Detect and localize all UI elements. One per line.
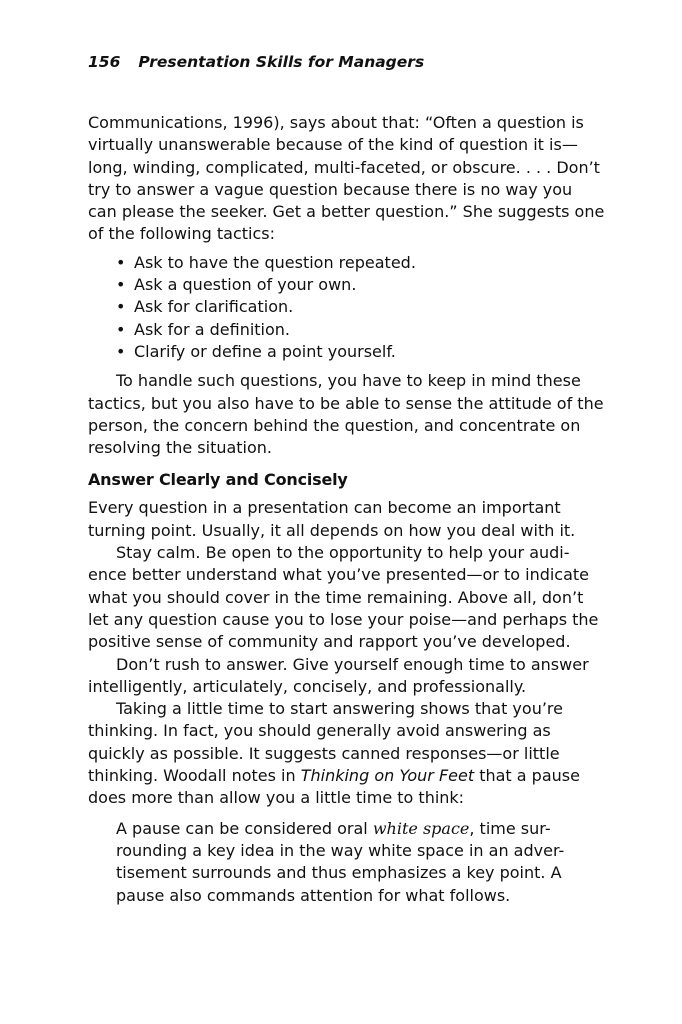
text-fragment: , time sur- (469, 818, 551, 838)
list-item (116, 296, 598, 318)
paragraph-dont-rush (88, 654, 598, 699)
text-line: tactics, but you also have to be able to sense the attitude of the (88, 393, 604, 413)
bullet-icon: • (116, 341, 126, 361)
text-line: what you should cover in the time remaining. Above all, don’t (88, 587, 584, 607)
list-item-text: Ask a question of your own. (134, 275, 357, 295)
section-heading: Answer Clearly and Concisely (88, 470, 348, 490)
list-item (116, 252, 598, 274)
book-title: Presentation Skills for Managers (138, 53, 425, 71)
list-item (116, 274, 598, 296)
book-title-reference: Thinking on Your Feet (300, 766, 475, 786)
block-quote (116, 818, 598, 907)
text-line: tisement surrounds and thus emphasizes a key point. A (116, 863, 562, 883)
text-fragment: thinking. Woodall notes in (88, 766, 301, 786)
text-line: turning point. Usually, it all depends on how you deal with it. (88, 520, 576, 540)
text-fragment: A pause can be considered oral (116, 818, 373, 838)
list-item-text: Clarify or define a point yourself. (134, 341, 396, 361)
text-line: let any question cause you to lose your poise—and perhaps the (88, 609, 599, 629)
text-line: person, the concern behind the question, and concentrate on (88, 415, 581, 435)
text-line: can please the seeker. Get a better question.” She suggests one (88, 202, 605, 222)
paragraph-handle-questions (88, 370, 604, 459)
page-number: 156 (88, 53, 121, 71)
bullet-icon: • (116, 297, 126, 317)
running-head (88, 53, 424, 71)
text-line: intelligently, articulately, concisely, and professionally. (88, 676, 527, 696)
text-line: positive sense of community and rapport you’ve developed. (88, 632, 571, 652)
list-item (116, 319, 598, 341)
text-line: try to answer a vague question because there is no way you (88, 179, 573, 199)
list-item-text: Ask for a definition. (134, 319, 291, 339)
text-line: Don’t rush to answer. Give yourself enough time to answer (116, 654, 589, 674)
emphasized-term: white space (372, 818, 470, 838)
bullet-icon: • (116, 252, 126, 272)
text-line: resolving the situation. (88, 438, 273, 458)
list-item-text: Ask to have the question repeated. (134, 252, 416, 272)
text-line: quickly as possible. It suggests canned responses—or little (88, 743, 560, 763)
text-line: of the following tactics: (88, 224, 275, 244)
paragraph-stay-calm (88, 542, 598, 653)
text-line: Every question in a presentation can become an important (88, 498, 561, 518)
text-line: does more than allow you a little time to think: (88, 788, 465, 808)
text-line (88, 765, 598, 787)
text-fragment: that a pause (474, 766, 580, 786)
text-line: Stay calm. Be open to the opportunity to help your audi- (116, 543, 570, 563)
text-line: Communications, 1996), says about that: “Often a question is (88, 113, 584, 132)
text-line: rounding a key idea in the way white space in an adver- (116, 840, 565, 860)
list-item (116, 341, 598, 363)
bullet-icon: • (116, 275, 126, 295)
paragraph-quote-continuation (88, 112, 605, 246)
bullet-icon: • (116, 319, 126, 339)
tactics-list (88, 252, 598, 363)
text-line: ence better understand what you’ve presented—or to indicate (88, 565, 590, 585)
paragraph-turning-point (88, 497, 598, 542)
body-text (88, 112, 605, 907)
text-line: Taking a little time to start answering shows that you’re (116, 699, 563, 719)
text-line (116, 818, 598, 840)
list-item-text: Ask for clarification. (134, 297, 294, 317)
text-line: To handle such questions, you have to keep in mind these (116, 371, 581, 391)
text-line: long, winding, complicated, multi-faceted, or obscure. . . . Don’t (88, 157, 600, 177)
paragraph-taking-time (88, 698, 598, 809)
text-line: thinking. In fact, you should generally avoid answering as (88, 721, 551, 741)
text-line: virtually unanswerable because of the kind of question it is— (88, 135, 578, 155)
text-line: pause also commands attention for what follows. (116, 885, 511, 905)
